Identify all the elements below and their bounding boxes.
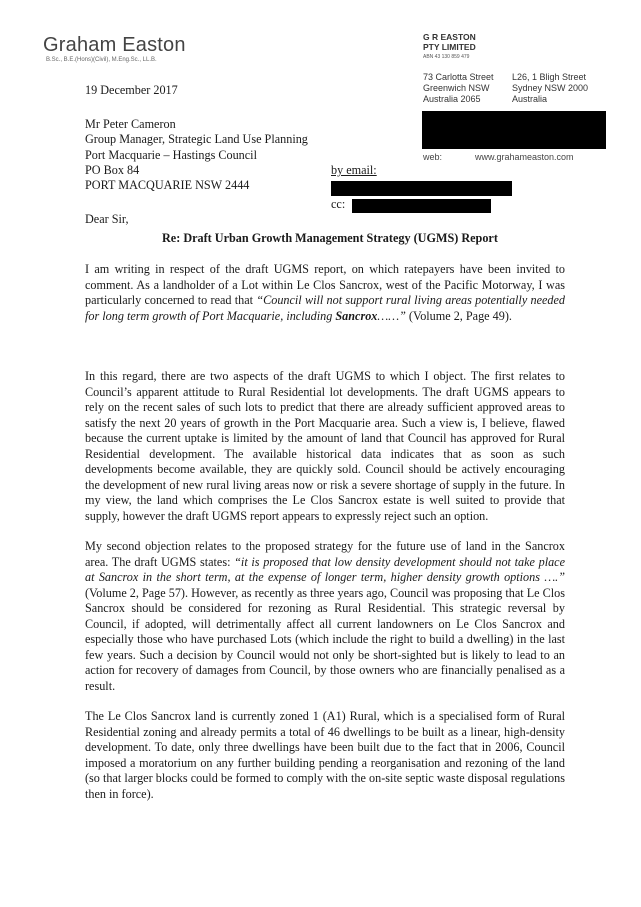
company-name-line2: PTY LIMITED	[423, 42, 476, 52]
quote-text: ……”	[377, 308, 406, 323]
brand-qualifications: B.Sc., B.E.(Hons)(Civil), M.Eng.Sc., LL.B.	[46, 57, 157, 63]
letter-date: 19 December 2017	[85, 83, 178, 97]
paragraph-text: (Volume 2, Page 57). However, as recently as three years ago, Council was proposing that Le Clos Sancrox should be considered for rezoning as Rural Residential. This strategic reversal by Council, if adopted, will detrimentally affect all current landowners on Le Clos Sancrox and especially those who have purchased Lots (which include the right to build a dwelling) in the last few years. Such a decision by Council would not only be short-sighted but is likely to lead to an action for recovery of damages from Council, by those owners who are financially penalised as a result.	[85, 585, 565, 693]
address-right-line: Australia	[512, 94, 548, 104]
brand-name: Graham Easton	[43, 34, 186, 56]
recipient-line: Group Manager, Strategic Land Use Planning	[85, 132, 308, 147]
redaction-block	[352, 199, 491, 213]
recipient-line: Port Macquarie – Hastings Council	[85, 147, 257, 162]
address-right	[512, 72, 612, 105]
address-right-line: L26, 1 Bligh Street	[512, 72, 587, 82]
address-left-line: Australia 2065	[423, 94, 481, 104]
salutation: Dear Sir,	[85, 212, 129, 226]
paragraph-4: The Le Clos Sancrox land is currently zoned 1 (A1) Rural, which is a specialised form of Rural Residential zoning and already permits a total of 46 dwellings to be built as a linear, high-density development. To date, only three dwellings have been built due to the fact that in 2006, Council imposed a moratorium on any further building pending a reorganisation and rezoning of the land (so that larger blocks could be formed to comply with the on-site septic waste disposal regulations then in force).	[85, 709, 565, 801]
company-abn: ABN 43 130 859 479	[423, 54, 470, 60]
website-url: www.grahameaston.com	[475, 152, 574, 162]
address-left	[423, 72, 513, 105]
recipient-line: Mr Peter Cameron	[85, 117, 176, 131]
subject-line: Re: Draft Urban Growth Management Strategy (UGMS) Report	[162, 231, 498, 245]
recipient-line: PO Box 84	[85, 162, 140, 177]
website-label: web:	[423, 152, 443, 162]
address-right-line: Sydney NSW 2000	[512, 83, 589, 93]
recipient-line: PORT MACQUARIE NSW 2444	[85, 178, 250, 193]
quote-text: “it is proposed that low density development should not take place at Sancrox in the short term, at the expense of longer term, higher density growth options ….”	[85, 554, 565, 584]
address-left-line: 73 Carlotta Street	[423, 72, 494, 82]
paragraph-text: I am writing in respect of the draft UGMS report, on which ratepayers have been invited to comment. As a landholder of a Lot within Le Clos Sancrox, west of the Pacific Motorway, I was particularly concerned to read that	[85, 262, 565, 307]
address-left-line: Greenwich NSW	[423, 83, 490, 93]
quote-text: “Council will not support rural living areas potentially needed for long term growth of Port Macquarie, including	[85, 293, 566, 323]
by-email-label: by email:	[331, 163, 377, 177]
company-name-line1: G R EASTON	[423, 32, 476, 42]
quote-emphasis: Sancrox	[335, 308, 378, 323]
redaction-block	[331, 181, 512, 196]
redaction-block	[422, 111, 606, 149]
company-name	[423, 32, 476, 52]
paragraph-2: In this regard, there are two aspects of the draft UGMS to which I object. The first relates to Council’s apparent attitude to Rural Residential lot developments. The draft UGMS appears to rely on the recent sales of such lots to predict that there are already sufficient approved areas to satisfy the next 20 years of growth in the Port Macquarie area. Such a view is, I believe, flawed because the current uptake is limited by the amount of land that Council has approved for Rural Residential development. The available historical data indicates that as soon as such developments become available, they are quickly sold. Council should be actively encouraging the development of new rural living areas now or risk a severe shortage of supply in the future. In my view, the land which comprises the Le Clos Sancrox estate is well suited to provide that supply, however the draft UGMS report appears to expressly reject such an option.	[85, 369, 565, 523]
paragraph-text: (Volume 2, Page 49).	[405, 308, 512, 323]
paragraph-text: My second objection relates to the proposed strategy for the future use of land in the Sancrox area. The draft UGMS states:	[85, 539, 565, 569]
paragraph-3	[85, 539, 565, 694]
cc-label: cc:	[331, 197, 346, 211]
paragraph-1	[85, 262, 565, 324]
